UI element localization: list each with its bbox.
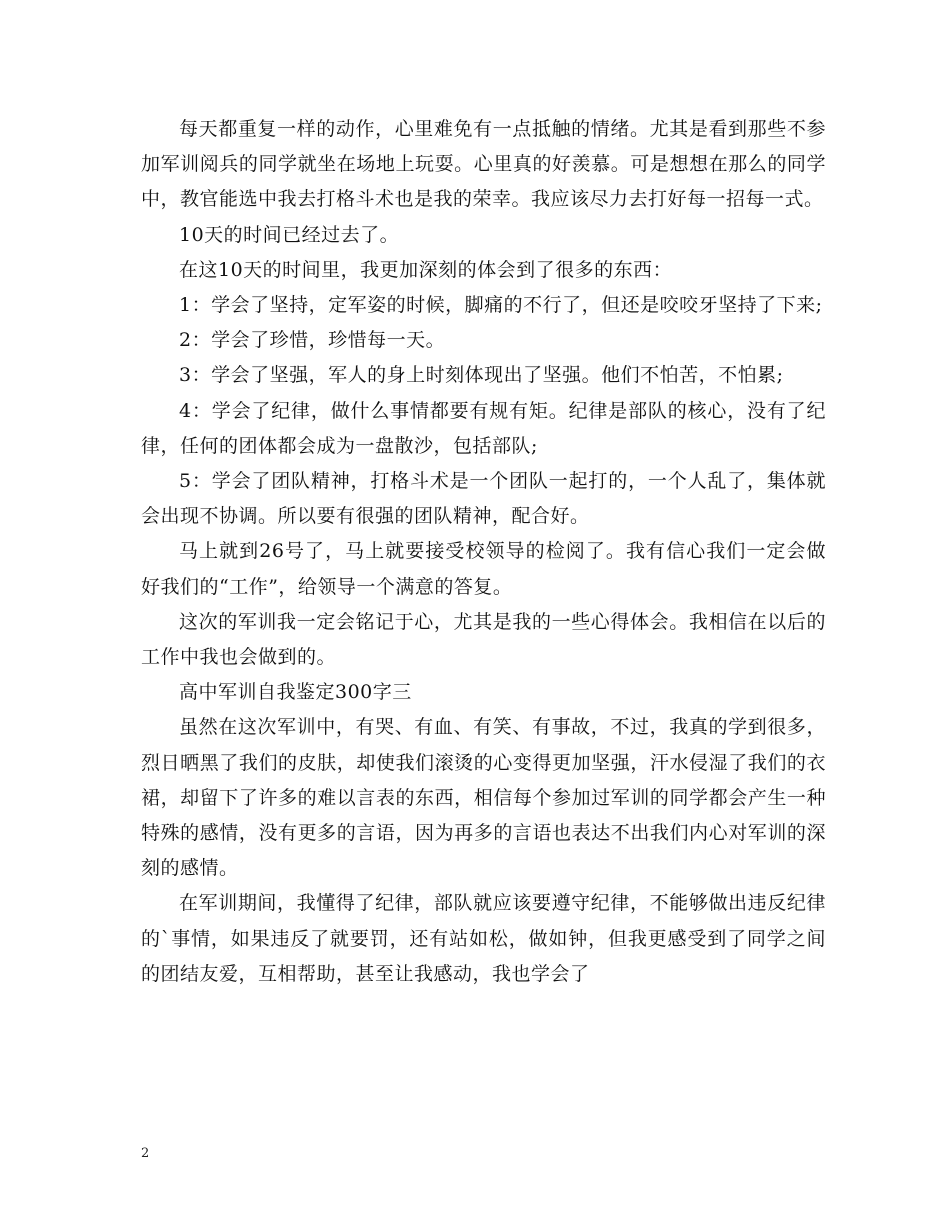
page-number: 2 [141,1146,150,1161]
paragraph: 在这10天的时间里，我更加深刻的体会到了很多的东西： [179,258,673,281]
paragraph: 每天都重复一样的动作，心里难免有一点抵触的情绪。尤其是看到那些不参加军训阅兵的同学就坐在场地上玩耍。心里真的好羡慕。可是想想在那么的同学中，教官能选中我去打格斗术也是我的荣幸。我应该尽力去打好每一招每一式。 [141,118,826,211]
paragraph: 虽然在这次军训中，有哭、有血、有笑、有事故，不过，我真的学到很多，烈日晒黑了我们的皮肤，却使我们滚烫的心变得更加坚强，汗水侵湿了我们的衣裙，却留下了许多的难以言表的东西，相信每个参加过军训的同学都会产生一种特殊的感情，没有更多的言语，因为再多的言语也表达不出我们内心对军训的深刻的感情。 [141,716,826,880]
paragraph: 3：学会了坚强，军人的身上时刻体现出了坚强。他们不怕苦，不怕累; [179,364,784,387]
paragraph: 5：学会了团队精神，打格斗术是一个团队一起打的，一个人乱了，集体就会出现不协调。所以要有很强的团队精神，配合好。 [141,470,826,528]
paragraph: 4：学会了纪律，做什么事情都要有规有矩。纪律是部队的核心，没有了纪律，任何的团体都会成为一盘散沙，包括部队; [141,399,826,457]
paragraph: 在军训期间，我懂得了纪律，部队就应该要遵守纪律，不能够做出违反纪律的`事情，如果违反了就要罚，还有站如松，做如钟，但我更感受到了同学之间的团结友爱，互相帮助，甚至让我感动，我也学会了 [141,892,826,985]
paragraph: 2：学会了珍惜，珍惜每一天。 [179,329,446,352]
document-body [141,112,826,992]
paragraph: 10天的时间已经过去了。 [179,223,400,246]
paragraph: 这次的军训我一定会铭记于心，尤其是我的一些心得体会。我相信在以后的工作中我也会做到的。 [141,610,826,669]
paragraph: 马上就到26号了，马上就要接受校领导的检阅了。我有信心我们一定会做好我们的“工作”，给领导一个满意的答复。 [141,540,826,598]
paragraph: 1：学会了坚持，定军姿的时候，脚痛的不行了，但还是咬咬牙坚持了下来; [179,294,823,317]
section-heading: 高中军训自我鉴定300字三 [179,681,412,704]
